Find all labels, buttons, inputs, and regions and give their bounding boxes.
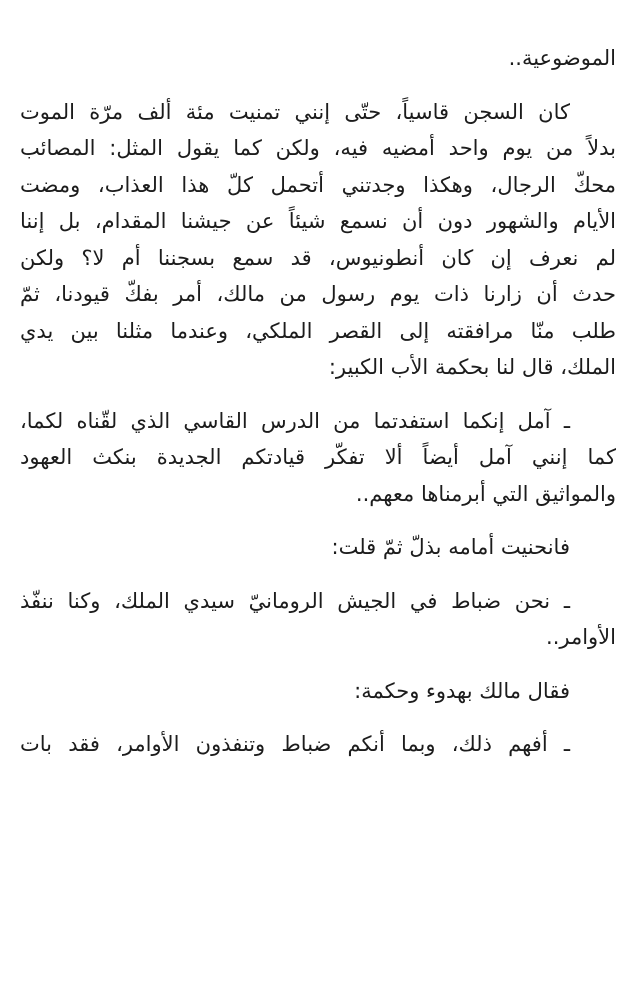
text-line: كان السجن قاسياً، حتّى إنني تمنيت مئة ألف مرّة الموت xyxy=(20,99,570,124)
text-line: الأيام والشهور دون أن نسمع شيئاً عن جيشنا المقدام، بل إننا xyxy=(20,209,616,233)
text-line: فانحنيت أمامه بذلّ ثمّ قلت: xyxy=(331,535,570,559)
text-line: لم نعرف إن كان أنطونيوس، قد سمع بسجننا أم لا؟ ولكن xyxy=(20,245,616,270)
text-line: طلب منّا مرافقته إلى القصر الملكي، وعندما مثلنا بين يدي xyxy=(20,318,616,343)
text-line: بدلاً من يوم واحد أمضيه فيه، ولكن كما يقول المثل: المصائب xyxy=(20,136,616,160)
paragraph-officers-body xyxy=(20,619,616,656)
paragraph-prison-body xyxy=(20,130,616,386)
paragraph-king-speech-body xyxy=(20,439,616,512)
paragraph-continuation xyxy=(20,40,616,77)
text-line: محكّ الرجال، وهكذا وجدتني أتحمل كلّ هذا العذاب، ومضت xyxy=(20,172,616,197)
text-line: حدث أن زارنا ذات يوم رسول من مالك، أمر بفكّ قيودنا، ثمّ xyxy=(20,282,616,306)
text-line: ـ نحن ضباط في الجيش الرومانيّ سيدي الملك، وكنا ننفّذ xyxy=(20,588,570,613)
paragraph-officers xyxy=(20,583,616,620)
text-line: ـ آمل إنكما استفدتما من الدرس القاسي الذي لقّناه لكما، xyxy=(20,408,570,433)
paragraph-malik-reply xyxy=(20,673,616,710)
paragraph-prison xyxy=(20,94,616,131)
paragraph-understand xyxy=(20,726,616,763)
paragraph-bow xyxy=(20,529,616,566)
text-line: كما إنني آمل أيضاً ألا تفكّر قيادتكم الجديدة بنكث العهود xyxy=(20,445,616,469)
text-line: الموضوعية.. xyxy=(508,46,616,70)
paragraph-king-speech xyxy=(20,403,616,440)
text-line: والمواثيق التي أبرمناها معهم.. xyxy=(355,481,616,506)
text-line: ـ أفهم ذلك، وبما أنكم ضباط وتنفذون الأوامر، فقد بات xyxy=(20,732,570,756)
text-line: الأوامر.. xyxy=(546,625,616,649)
text-line: الملك، قال لنا بحكمة الأب الكبير: xyxy=(328,355,616,379)
text-line: فقال مالك بهدوء وحكمة: xyxy=(354,678,570,703)
page-text xyxy=(20,40,616,763)
